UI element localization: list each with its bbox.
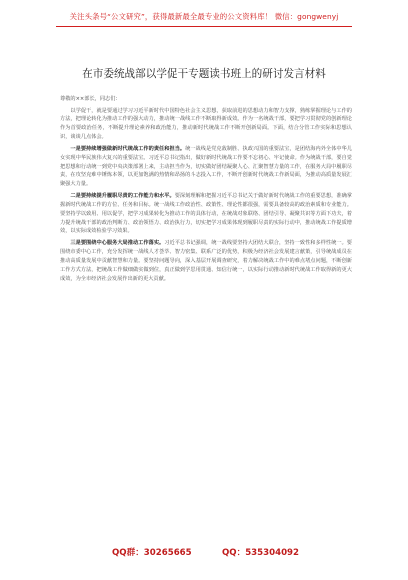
footer-qq: QQ：535304092 — [222, 548, 300, 558]
footer-qq-group: QQ群：30265665 — [112, 548, 192, 558]
paragraph-text: 以学促干，就是要通过学习习近平新时代中国特色社会主义思想，获取前进的思想动力和智力支撑，熟练掌握理论与工作的方法，把理论转化为推动工作的强大动力，推动统一战线工作不断取得新成效。作为一名统战干部，要把学习贯彻党的创新理论作为首要政治任务，不断提升理论素养和政治能力，推动新时代统战工作不断开创新局面。下面，结合分管工作实际和思想认识，谈谈几点体会。 — [60, 107, 352, 141]
paragraph-text: 要深刻理解和把握习近平总书记关于做好新时代统战工作的重要思想，准确掌握新时代统战工作的方位、任务和目标。统一战线工作政治性、政策性、理论性都很强，需要具备较高的政治素质和专业能力。要坚持学以致用、用以促学，把学习成果转化为推动工作的具体行动，在统战对象联络、团结引导、凝聚共识等方面下功夫，着力提升统战干部的政治判断力、政治领悟力、政治执行力，切实把学习成果体现到履职尽责的实际行动中，推动统战工作提质增效，以实际成效检验学习效果。 — [60, 192, 352, 235]
header-banner — [0, 0, 408, 30]
document-title: 在市委统战部以学促干专题读书班上的研讨发言材料 — [82, 68, 326, 80]
paragraph-lead: 三是要围绕中心服务大局推动工作落实。 — [70, 239, 165, 246]
paragraph-point-2 — [60, 192, 352, 237]
paragraph-intro — [60, 107, 352, 143]
salutation: 尊敬的××部长，同志们： — [60, 96, 121, 102]
paragraph-text: 习近平总书记强调，统一战线要坚持大团结大联合，坚持一致性和多样性统一。要围绕市委中心工作，充分发挥统一战线人才荟萃、智力密集、联系广泛的优势，积极为经济社会发展建言献策，引导统战成员在推动高质量发展中贡献智慧和力量。要坚持问题导向，深入基层开展调查研究，着力解决统战工作中的难点堵点问题，不断创新工作方式方法，把统战工作做细做实做到位，真正做到学思用贯通、知信行统一，以实际行动推动新时代统战工作取得新的更大成效，为全市经济社会发展作出新的更大贡献。 — [60, 239, 352, 282]
paragraph-lead: 一是要持续增强做新时代统战工作的责任和担当。 — [70, 145, 186, 152]
document-body — [60, 95, 352, 286]
paragraph-lead: 二是要持续提升履职尽责的工作能力和水平。 — [70, 192, 175, 199]
banner-text: 关注头条号“公文研究”，获得最新最全最专业的公文资料库！ 微信：gongwenyj — [69, 12, 339, 21]
paragraph-point-1 — [60, 145, 352, 190]
paragraph-point-3 — [60, 239, 352, 284]
banner-divider — [56, 26, 352, 27]
paragraph-text: 统一战线是党克敌制胜、执政兴国的重要法宝，是团结海内外全体中华儿女实现中华民族伟大复兴的重要法宝。习近平总书记指出，做好新时代统战工作要不忘初心、牢记使命。作为统战干部，要自觉把思想和行动统一到党中央决策部署上来，主动担当作为，切实做好团结凝聚人心、汇聚智慧力量的工作，在服务大局中履职尽责，在攻坚克难中锤炼本领，以更加饱满的热情和昂扬的斗志投入工作，不断开创新时代统战工作新局面，为推动高质量发展汇聚强大力量。 — [60, 145, 352, 188]
footer-contact — [0, 544, 408, 562]
